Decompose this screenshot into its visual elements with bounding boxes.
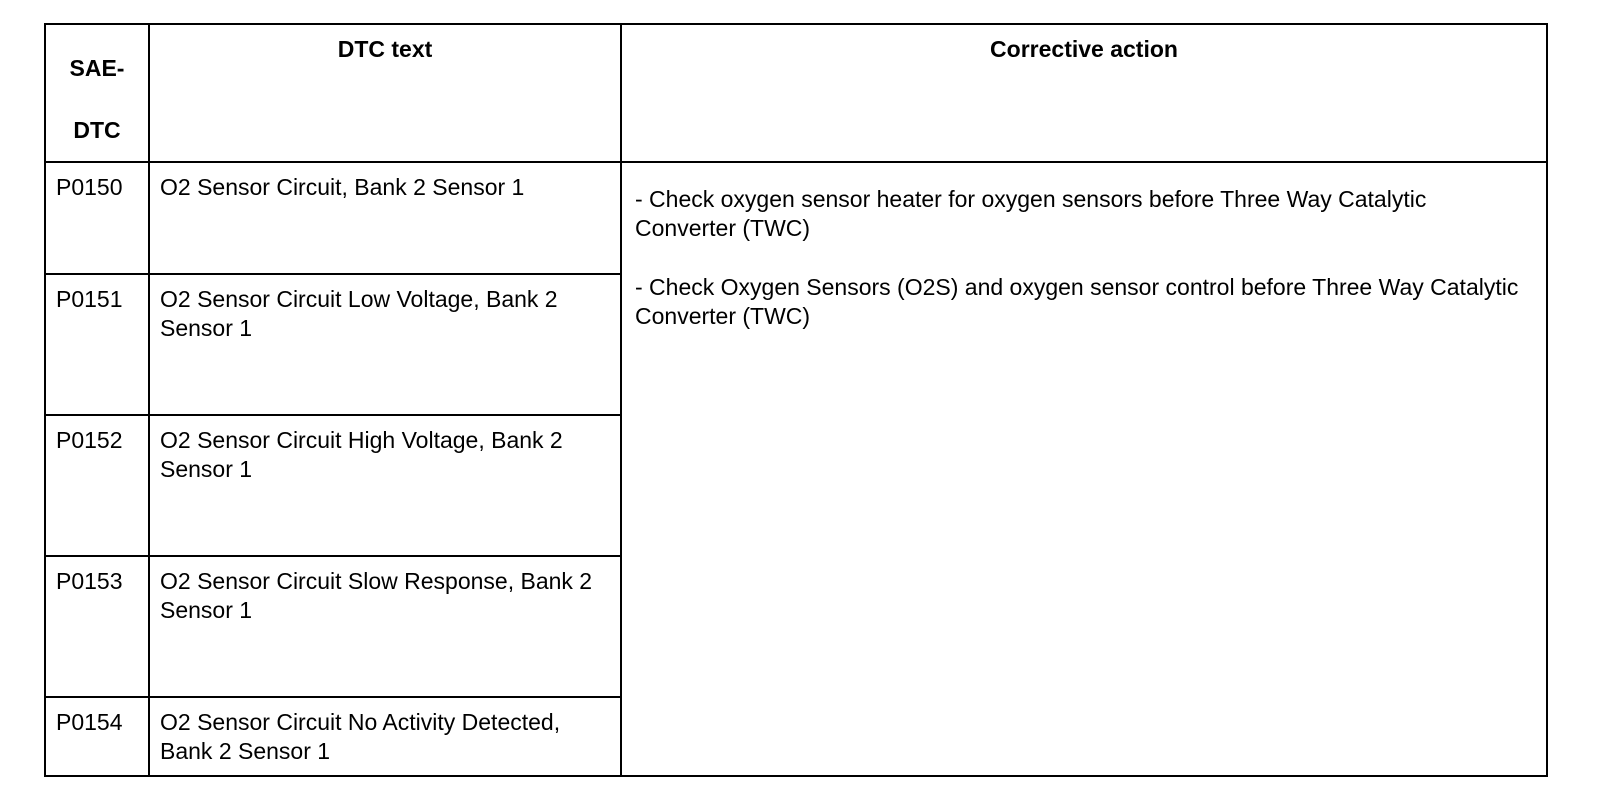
corrective-action-cell xyxy=(621,162,1547,776)
dtc-code-cell xyxy=(45,415,149,556)
header-dtc-line: DTC xyxy=(73,117,121,143)
dtc-text: O2 Sensor Circuit, Bank 2 Sensor 1 xyxy=(160,174,525,200)
dtc-code-cell xyxy=(45,162,149,274)
header-dtc-text-label: DTC text xyxy=(337,36,433,62)
dtc-text-cell xyxy=(149,162,621,274)
header-row xyxy=(45,24,1547,162)
dtc-code: P0153 xyxy=(56,568,123,594)
dtc-code-cell xyxy=(45,274,149,415)
header-sae-dtc-label xyxy=(46,25,148,161)
header-corrective-action xyxy=(621,24,1547,162)
header-sae-line: SAE- xyxy=(69,55,125,81)
dtc-code: P0154 xyxy=(56,709,123,735)
dtc-code: P0151 xyxy=(56,286,123,312)
dtc-text: O2 Sensor Circuit Low Voltage, Bank 2 Sensor 1 xyxy=(160,286,558,341)
dtc-table xyxy=(44,23,1548,777)
corrective-action-item: - Check oxygen sensor heater for oxygen sensors before Three Way Catalytic Converter (TWC) xyxy=(635,186,1427,241)
dtc-text: O2 Sensor Circuit High Voltage, Bank 2 Sensor 1 xyxy=(160,427,563,482)
dtc-text-cell xyxy=(149,274,621,415)
dtc-code: P0152 xyxy=(56,427,123,453)
table-row xyxy=(45,162,1547,274)
header-corrective-action-label: Corrective action xyxy=(990,36,1178,62)
dtc-code-cell xyxy=(45,697,149,776)
header-sae-dtc xyxy=(45,24,149,162)
dtc-code: P0150 xyxy=(56,174,123,200)
dtc-text: O2 Sensor Circuit Slow Response, Bank 2 Sensor 1 xyxy=(160,568,593,623)
dtc-code-cell xyxy=(45,556,149,697)
corrective-action-item: - Check Oxygen Sensors (O2S) and oxygen sensor control before Three Way Catalytic Converter (TWC) xyxy=(635,274,1519,329)
header-dtc-text xyxy=(149,24,621,162)
dtc-text-cell xyxy=(149,415,621,556)
dtc-text-cell xyxy=(149,556,621,697)
dtc-text-cell xyxy=(149,697,621,776)
dtc-text: O2 Sensor Circuit No Activity Detected, Bank 2 Sensor 1 xyxy=(160,709,561,764)
